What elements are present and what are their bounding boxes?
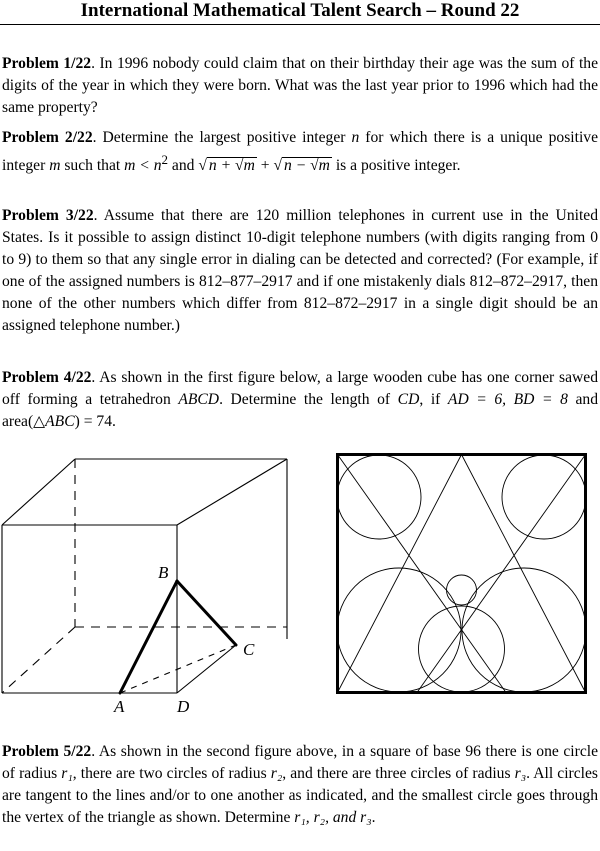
problem-text: and area(△ (2, 391, 598, 430)
vertex-label-c: C (243, 640, 255, 659)
problem-text: . All circles are tangent to the lines and/or to one another as indicated, and the smallest circle goes through the vertex of the triangle as shown. Determine (2, 765, 598, 826)
problem-text: , and there are three circles of radius (282, 765, 515, 782)
problem-2: Problem 2/22. Determine the largest positive integer n for which there is a unique positive integer m such that $m < n^2$ and √ n + √m + √ n − √m is a positive integer. (2, 129, 599, 175)
problem-text: . Assume that there are 120 million telephones in current use in the United States. Is it possible to assign distinct 10-digit telephone numbers (with digits ranging from 0 to 9) to them so that any single error in dialing can be detected and corrected? (For example, if one of the assigned numbers is 812–877–2917 and if one mistakenly dials 812–872–2917, then none of the other numbers which differ from 812–872–2917 in a single digit should be an assigned telephone number.) (2, 207, 598, 334)
math-r3: r₃ (514, 765, 527, 782)
problem-text: is a positive integer. (331, 157, 461, 175)
problem-3 (2, 205, 598, 337)
math-m: m (49, 157, 61, 175)
problem-text: for which there is a unique positive integer (2, 129, 599, 175)
problem-text: . In 1996 nobody could claim that on their birthday their age was the sum of the digits of the year in which they were born. What was the last year prior to 1996 which had the same property? (2, 55, 599, 116)
figure-square-circles (336, 453, 588, 696)
math-answer-vars: r₁, r₂, and r₃ (294, 809, 372, 826)
problem-text: , there are two circles of radius (72, 765, 271, 782)
problem-text: such that (60, 157, 125, 175)
problem-1 (2, 53, 598, 119)
problem-label: Problem 4/22 (2, 369, 92, 386)
math-condition: m < n (124, 157, 162, 175)
problem-5 (2, 741, 598, 829)
figure-cube (0, 455, 290, 720)
math-cd: CD (397, 391, 420, 408)
problem-label: Problem 2/22 (2, 129, 93, 146)
vertex-label-d: D (177, 697, 190, 716)
math-r2: r₂ (270, 765, 283, 782)
problem-label: Problem 3/22 (2, 207, 94, 224)
math-r1: r₁ (61, 765, 73, 782)
math-sqrt-2: n − √m (284, 157, 330, 175)
math-given: AD = 6, BD = 8 (447, 391, 568, 408)
problem-text: . As shown in the first figure below, a large wooden cube has one corner sawed off forming a tetrahedron (2, 369, 598, 408)
problem-text: . (371, 809, 376, 826)
problem-label: Problem 5/22 (2, 743, 92, 760)
vertex-label-a: A (114, 697, 125, 716)
problem-text: . Determine the largest positive integer (92, 129, 352, 146)
problem-text: and (168, 157, 199, 175)
problem-text: ) = 74. (74, 413, 116, 430)
math-n: n (351, 129, 360, 146)
math-plus: + (256, 157, 274, 175)
math-tetrahedron: ABCD (178, 391, 220, 408)
math-sqrt-1: n + √m (208, 157, 255, 175)
problem-4 (2, 367, 598, 433)
problem-text: . Determine the length of (219, 391, 398, 408)
math-abc: ABC (45, 413, 75, 430)
problem-label: Problem 1/22 (2, 55, 92, 72)
math-exponent: 2 (161, 152, 169, 167)
vertex-label-b: B (158, 563, 169, 582)
problem-text: , if (419, 391, 448, 408)
page-title: International Mathematical Talent Search – Round 22 (0, 0, 600, 25)
problem-text: . As shown in the second figure above, in a square of base 96 there is one circle of radius (2, 743, 599, 782)
